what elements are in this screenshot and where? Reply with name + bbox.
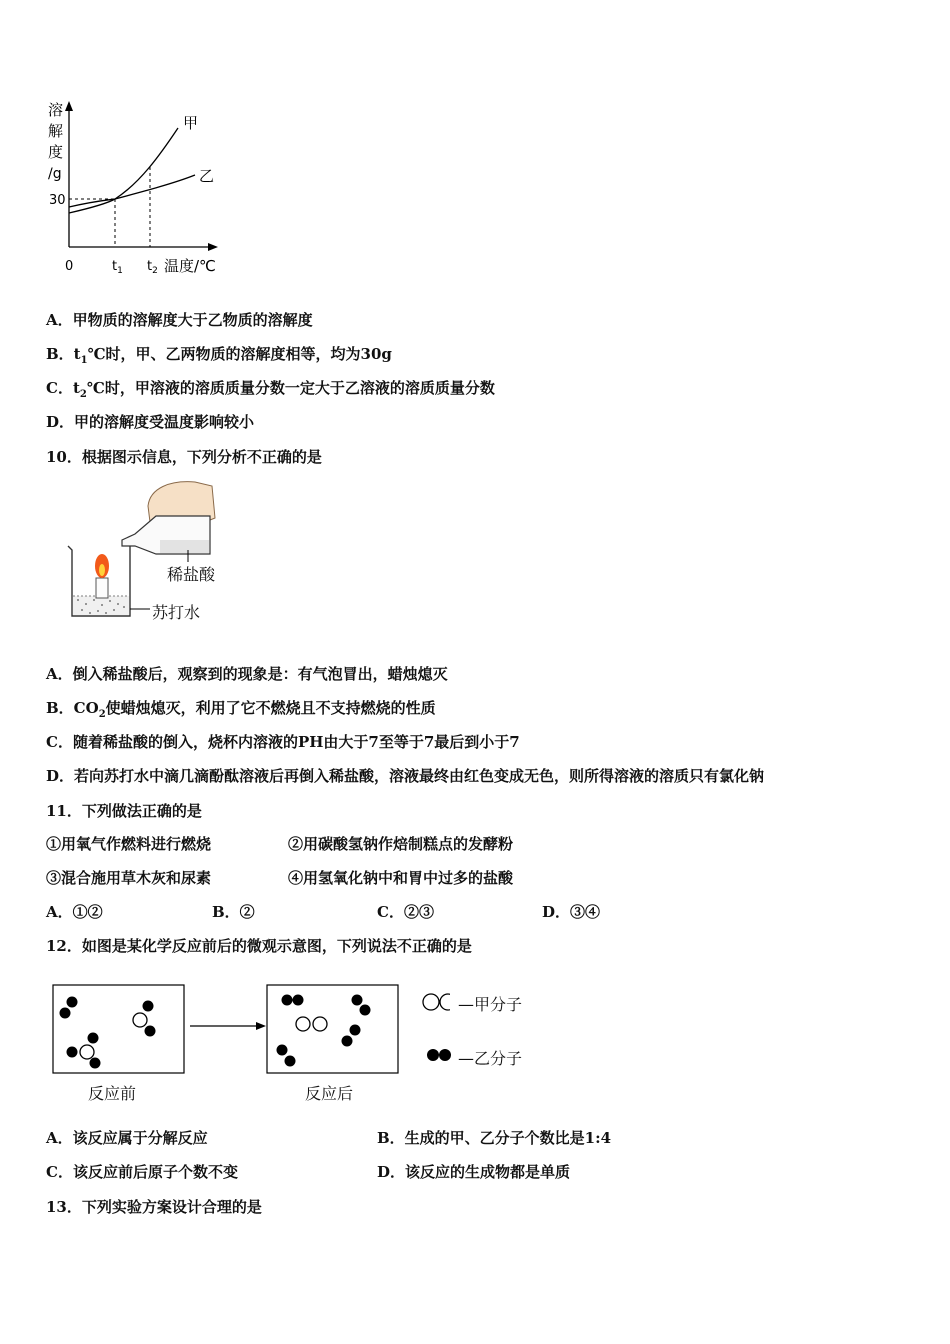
q11-stem: 11．下列做法正确的是: [46, 802, 202, 820]
curve-yi: [69, 175, 195, 207]
legend-jia-label: —甲分子: [458, 995, 523, 1014]
origin-label: 0: [65, 259, 74, 274]
after-molecule-4: [342, 1025, 361, 1047]
y-tick-30: 30: [49, 193, 66, 208]
q9-option-b: B．$t_1℃$时，甲、乙两物质的溶解度相等，均为30g: [46, 345, 392, 366]
solubility-graph: [40, 95, 240, 285]
x-axis-label: 温度/℃: [164, 257, 216, 275]
q11-item-4: ④用氢氧化钠中和胃中过多的盐酸: [288, 869, 514, 887]
q10-option-c: C．随着稀盐酸的倒入，烧杯内溶液的PH由大于7至等于7最后到小于7: [46, 733, 520, 751]
q10-option-d: D．若向苏打水中滴几滴酚酞溶液后再倒入稀盐酸，溶液最终由红色变成无色，则所得溶液的溶质只有氯化钠: [46, 767, 765, 785]
y-label-2: 解: [48, 122, 64, 140]
label-after: 反应后: [305, 1084, 354, 1103]
after-molecule-3: [296, 1017, 327, 1031]
q9-option-a: A．甲物质的溶解度大于乙物质的溶解度: [46, 311, 313, 329]
q12-option-b: B．生成的甲、乙分子个数比是1:4: [377, 1129, 612, 1147]
q11-item-2: ②用碳酸氢钠作焙制糕点的发酵粉: [288, 835, 514, 853]
q11-option-a: A．①②: [46, 903, 103, 921]
y-axis-arrow: [65, 101, 73, 111]
candle: [96, 578, 108, 598]
legend-yi-label: —乙分子: [458, 1049, 523, 1068]
legend-yi-molecule: [425, 1046, 455, 1064]
t1-label: $t_1$: [112, 259, 123, 276]
after-molecule-5: [277, 1045, 296, 1067]
soda-water: [73, 596, 129, 615]
q11-option-d: D．③④: [542, 903, 601, 921]
y-label-4: /g: [48, 166, 62, 182]
x-axis-arrow: [208, 243, 218, 251]
t2-label: $t_2$: [147, 259, 158, 276]
q13-stem: 13．下列实验方案设计合理的是: [46, 1198, 262, 1216]
q10-option-a: A．倒入稀盐酸后，观察到的现象是：有气泡冒出，蜡烛熄灭: [46, 665, 448, 683]
y-label-3: 度: [48, 143, 64, 161]
after-molecule-1: [282, 995, 304, 1006]
q10-option-b: B．$CO_2$使蜡烛熄灭，利用了它不燃烧且不支持燃烧的性质: [46, 699, 436, 720]
q12-option-c: C．该反应前后原子个数不变: [46, 1163, 238, 1181]
before-molecule-3: [67, 1033, 101, 1069]
q12-stem: 12．如图是某化学反应前后的微观示意图，下列说法不正确的是: [46, 937, 472, 955]
q12-reaction-figure: [50, 980, 450, 1080]
q11-option-c: C．②③: [377, 903, 434, 921]
curve-jia: [69, 128, 178, 213]
before-molecule-2: [133, 1001, 156, 1037]
q11-item-1: ①用氧气作燃料进行燃烧: [46, 835, 212, 853]
label-soda: 苏打水: [152, 603, 201, 622]
q10-stem: 10．根据图示信息，下列分析不正确的是: [46, 448, 322, 466]
flame-inner: [99, 564, 105, 576]
acid-liquid: [160, 540, 209, 553]
q9-option-c: C．$t_2℃$时，甲溶液的溶质质量分数一定大于乙溶液的溶质质量分数: [46, 379, 495, 400]
q10-apparatus-figure: [60, 478, 240, 628]
q12-option-a: A．该反应属于分解反应: [46, 1129, 208, 1147]
y-label-1: 溶: [48, 101, 64, 119]
label-before: 反应前: [88, 1084, 137, 1103]
q11-option-b: B．②: [212, 903, 255, 921]
curve-yi-label: 乙: [199, 167, 215, 185]
label-acid: 稀盐酸: [167, 565, 216, 584]
q11-item-3: ③混合施用草木灰和尿素: [46, 869, 212, 887]
after-molecule-2: [352, 995, 371, 1016]
legend-jia-molecule: [423, 994, 450, 1010]
q9-option-d: D．甲的溶解度受温度影响较小: [46, 413, 255, 431]
q12-option-d: D．该反应的生成物都是单质: [377, 1163, 571, 1181]
reaction-arrow-head: [256, 1022, 266, 1030]
curve-jia-label: 甲: [183, 114, 199, 132]
before-molecule-1: [60, 997, 78, 1019]
